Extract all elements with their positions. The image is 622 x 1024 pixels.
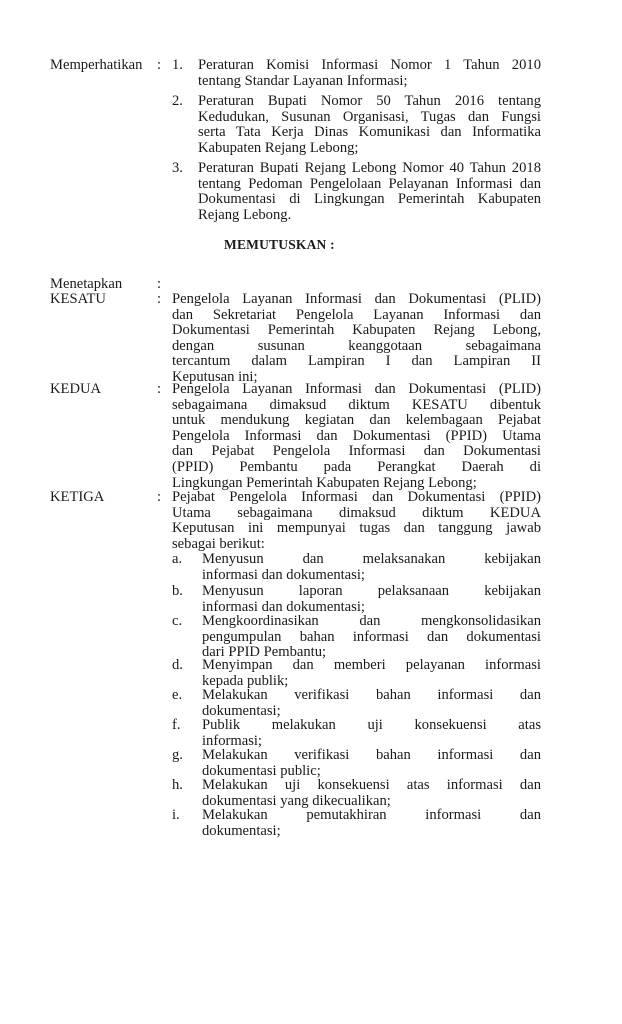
text-line: Peraturan Bupati Nomor 50 Tahun 2016 tentang: [198, 93, 541, 109]
subitem-letter: e.: [172, 687, 183, 703]
text-line: Pejabat Pengelola Informasi dan Dokumentasi (PPID): [172, 489, 541, 505]
text-line: dokumentasi yang dikecualikan;: [202, 792, 391, 809]
item-text: [198, 161, 541, 223]
subitem-letter: a.: [172, 551, 183, 567]
subitem-letter: c.: [172, 613, 183, 629]
considerations-label: Memperhatikan: [50, 57, 143, 73]
text-line: Menyusun laporan pelaksanaan kebijakan: [202, 583, 541, 599]
text-line: Melakukan verifikasi bahan informasi dan: [202, 687, 541, 703]
subitem-letter: b.: [172, 583, 183, 599]
dictum-text: [172, 292, 541, 386]
item-number: 3.: [172, 160, 183, 176]
decision-heading: MEMUTUSKAN :: [224, 237, 335, 252]
text-line: informasi dan dokumentasi;: [202, 598, 365, 615]
text-line: tentang Standar Layanan Informasi;: [198, 72, 408, 89]
subitem-text: [202, 718, 541, 749]
text-line: Dokumentasi Pemerintah Kabupaten Rejang Lebong,: [172, 322, 541, 339]
subitem-text: [202, 584, 541, 615]
text-line: Keputusan ini;: [172, 368, 258, 385]
text-line: Pengelola Layanan Informasi dan Dokumentasi (PLID): [172, 291, 541, 307]
dictum-text: [172, 490, 541, 552]
text-line: Melakukan verifikasi bahan informasi dan: [202, 747, 541, 763]
text-line: dengan susunan keanggotaan sebagaimana: [172, 337, 541, 354]
text-line: Pengelola Informasi dan Dokumentasi (PPID) Utama: [172, 427, 541, 444]
text-line: sebagai berikut:: [172, 535, 265, 552]
subitem-text: [202, 614, 541, 661]
text-line: informasi;: [202, 732, 262, 749]
text-line: Publik melakukan uji konsekuensi atas: [202, 717, 541, 733]
text-line: dokumentasi;: [202, 702, 281, 719]
text-line: dan Sekretariat Pengelola Layanan Informasi dan: [172, 306, 541, 323]
item-text: [198, 94, 541, 156]
subitem-text: [202, 748, 541, 779]
dictum-colon: :: [157, 381, 162, 397]
text-line: Peraturan Bupati Rejang Lebong Nomor 40 Tahun 2018: [198, 160, 541, 176]
text-line: Melakukan uji konsekuensi atas informasi dan: [202, 777, 541, 793]
text-line: Mengkoordinasikan dan mengkonsolidasikan: [202, 613, 541, 629]
subitem-text: [202, 552, 541, 583]
subitem-text: [202, 808, 541, 839]
text-line: Kabupaten Rejang Lebong;: [198, 139, 359, 156]
subitem-text: [202, 778, 541, 809]
text-line: Kedudukan, Susunan Organisasi, Tugas dan Fungsi: [198, 108, 541, 125]
dictum-label: KESATU: [50, 291, 106, 307]
dictum-label: KETIGA: [50, 489, 105, 505]
establish-label: Menetapkan: [50, 276, 123, 292]
considerations-colon: :: [157, 57, 162, 73]
text-line: sebagaimana dimaksud diktum KESATU dibentuk: [172, 396, 541, 413]
item-text: [198, 58, 541, 89]
establish-colon: :: [157, 276, 162, 292]
text-line: serta Tata Kerja Dinas Komunikasi dan Informatika: [198, 124, 541, 141]
text-line: tercantum dalam Lampiran I dan Lampiran II: [172, 353, 541, 370]
text-line: (PPID) Pembantu pada Perangkat Daerah di: [172, 458, 541, 475]
text-line: Keputusan ini mempunyai tugas dan tanggung jawab: [172, 520, 541, 537]
text-line: dokumentasi;: [202, 822, 281, 839]
text-line: untuk mendukung kegiatan dan kelembagaan Pejabat: [172, 412, 541, 429]
text-line: dari PPID Pembantu;: [202, 644, 327, 661]
item-number: 1.: [172, 57, 183, 73]
dictum-colon: :: [157, 291, 162, 307]
text-line: Menyusun dan melaksanakan kebijakan: [202, 551, 541, 567]
text-line: Melakukan pemutakhiran informasi dan: [202, 807, 541, 823]
dictum-label: KEDUA: [50, 381, 102, 397]
subitem-letter: f.: [172, 717, 181, 733]
text-line: informasi dan dokumentasi;: [202, 566, 365, 583]
text-line: Pengelola Layanan Informasi dan Dokumentasi (PLID): [172, 381, 541, 397]
text-line: Peraturan Komisi Informasi Nomor 1 Tahun 2010: [198, 57, 541, 73]
subitem-text: [202, 658, 541, 689]
subitem-letter: d.: [172, 657, 183, 673]
text-line: Lingkungan Pemerintah Kabupaten Rejang Lebong;: [172, 474, 477, 491]
text-line: dokumentasi public;: [202, 762, 321, 779]
dictum-text: [172, 382, 541, 491]
item-number: 2.: [172, 93, 183, 109]
text-line: dan Pejabat Pengelola Informasi dan Dokumentasi: [172, 443, 541, 460]
subitem-text: [202, 688, 541, 719]
text-line: kepada publik;: [202, 672, 289, 689]
text-line: tentang Pedoman Pengelolaan Pelayanan Informasi dan: [198, 175, 541, 192]
dictum-colon: :: [157, 489, 162, 505]
subitem-letter: i.: [172, 807, 180, 823]
text-line: Dokumentasi di Lingkungan Pemerintah Kabupaten: [198, 191, 541, 208]
text-line: Rejang Lebong.: [198, 206, 292, 223]
text-line: pengumpulan bahan informasi dan dokumentasi: [202, 628, 541, 645]
text-line: Menyimpan dan memberi pelayanan informasi: [202, 657, 541, 673]
text-line: Utama sebagaimana dimaksud diktum KEDUA: [172, 504, 541, 521]
subitem-letter: h.: [172, 777, 183, 793]
subitem-letter: g.: [172, 747, 183, 763]
